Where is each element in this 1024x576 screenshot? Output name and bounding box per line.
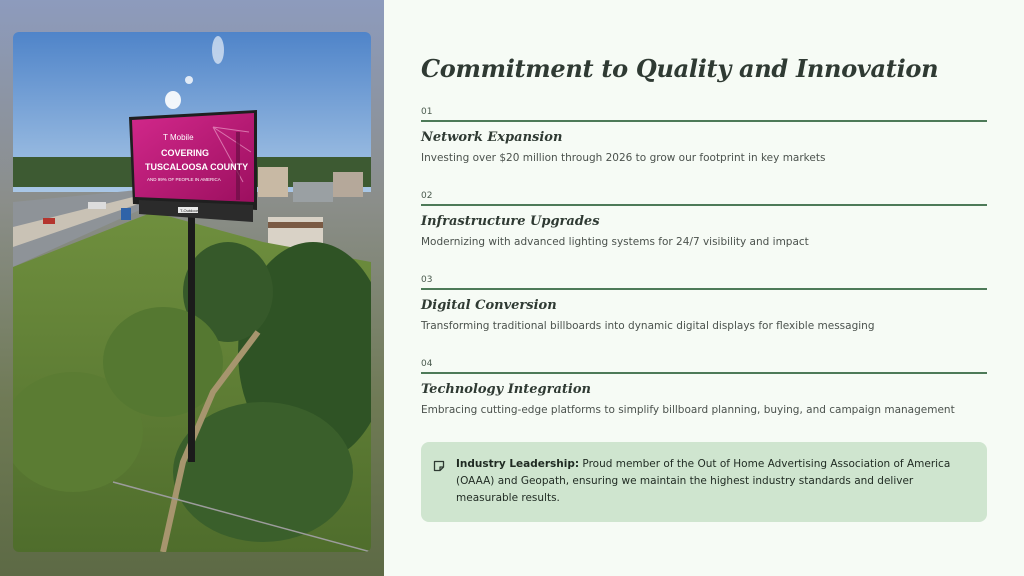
item-heading: Infrastructure Upgrades — [421, 214, 600, 229]
content-panel — [384, 0, 1024, 576]
item-number: 02 — [421, 191, 433, 201]
item-number: 03 — [421, 275, 433, 285]
item-heading: Digital Conversion — [421, 298, 557, 313]
callout-box — [421, 442, 987, 522]
list-item — [421, 359, 987, 416]
billboard-line-3: AND 99% OF PEOPLE IN AMERICA — [147, 177, 221, 182]
billboard-brand: T Mobile — [163, 133, 194, 142]
billboard-photo — [13, 32, 371, 552]
divider — [421, 204, 987, 206]
billboard-line-2: TUSCALOOSA COUNTY — [145, 162, 249, 172]
item-heading: Network Expansion — [421, 130, 563, 145]
item-heading: Technology Integration — [421, 382, 591, 397]
item-number: 01 — [421, 107, 433, 117]
billboard-operator-plate: T-Outdoor — [180, 208, 199, 213]
item-description: Investing over $20 million through 2026 to grow our footprint in key markets — [421, 152, 826, 164]
callout-label: Industry Leadership: — [456, 458, 580, 470]
item-number: 04 — [421, 359, 433, 369]
billboard-line-1: COVERING — [161, 148, 210, 158]
divider — [421, 120, 987, 122]
list-item — [421, 107, 987, 164]
divider — [421, 288, 987, 290]
callout-body: Proud member of the Out of Home Advertising Association of America (OAAA) and Geopath, ensuring we maintain the highest industry standards and deliver measurable results. — [456, 458, 951, 504]
callout-text — [456, 456, 971, 507]
item-description: Transforming traditional billboards into dynamic digital displays for flexible messaging — [421, 320, 875, 332]
note-icon — [433, 457, 445, 469]
divider — [421, 372, 987, 374]
left-panel — [0, 0, 384, 576]
item-description: Embracing cutting-edge platforms to simplify billboard planning, buying, and campaign management — [421, 404, 955, 416]
list-item — [421, 275, 987, 332]
list-item — [421, 191, 987, 248]
page-title: Commitment to Quality and Innovation — [421, 54, 939, 83]
item-description: Modernizing with advanced lighting systems for 24/7 visibility and impact — [421, 236, 809, 248]
